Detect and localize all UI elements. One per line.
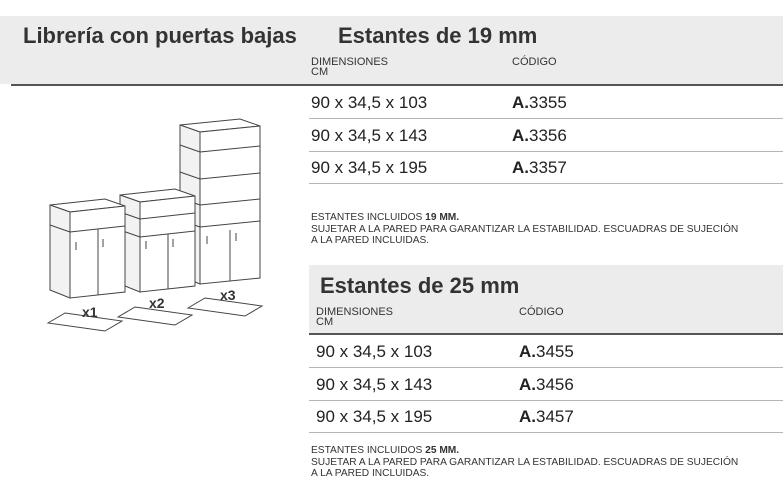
note-prefix: ESTANTES INCLUIDOS (311, 212, 426, 223)
row-divider (309, 151, 783, 152)
note-text: SUJETAR A LA PARED PARA GARANTIZAR LA ESTABILIDAD. ESCUADRAS DE SUJECIÓN A LA PARED INCLUIDAS. (311, 223, 739, 246)
code-prefix: A. (512, 126, 529, 145)
row-code (519, 375, 574, 395)
code-prefix: A. (512, 93, 529, 112)
row-dimensions: 90 x 34,5 x 195 (311, 158, 428, 177)
row-divider (309, 118, 783, 119)
row-code (519, 342, 574, 362)
code-prefix: A. (519, 342, 536, 361)
section-title-25mm: Estantes de 25 mm (320, 273, 520, 298)
row-code (512, 126, 567, 146)
section-note (311, 445, 741, 480)
row-dimensions: 90 x 34,5 x 103 (311, 93, 428, 112)
code-number: 3457 (536, 407, 574, 426)
row-divider (309, 432, 783, 433)
code-number: 3357 (529, 158, 567, 177)
code-number: 3455 (536, 342, 574, 361)
dimensions-header-label: DIMENSIONES (316, 306, 394, 318)
row-divider (309, 367, 783, 368)
note-bold: 19 MM. (425, 212, 460, 223)
divider (11, 84, 783, 86)
section-note (311, 212, 741, 247)
code-header: CÓDIGO (512, 56, 557, 68)
dimensions-header (316, 307, 393, 327)
code-prefix: A. (512, 158, 529, 177)
row-divider (309, 183, 783, 184)
row-divider (309, 400, 783, 401)
note-text: SUJETAR A LA PARED PARA GARANTIZAR LA ESTABILIDAD. ESCUADRAS DE SUJECIÓN A LA PARED INCLUIDAS. (311, 456, 739, 479)
row-dimensions: 90 x 34,5 x 103 (316, 342, 433, 361)
section-title-19mm: Estantes de 19 mm (338, 23, 538, 48)
code-number: 3456 (536, 375, 574, 394)
row-dimensions: 90 x 34,5 x 143 (311, 126, 428, 145)
code-prefix: A. (519, 375, 536, 394)
shelf-count-label: x1 (82, 304, 98, 320)
note-prefix: ESTANTES INCLUIDOS (311, 445, 426, 456)
page-title: Librería con puertas bajas (23, 23, 297, 48)
code-header: CÓDIGO (519, 306, 564, 318)
dimensions-header-unit: CM (316, 316, 334, 328)
code-number: 3356 (529, 126, 567, 145)
row-dimensions: 90 x 34,5 x 143 (316, 375, 433, 394)
divider (309, 333, 783, 335)
dimensions-header-unit: CM (311, 66, 329, 78)
code-number: 3355 (529, 93, 567, 112)
shelf-count-label: x2 (149, 295, 165, 311)
note-bold: 25 MM. (425, 445, 460, 456)
row-code (512, 93, 567, 113)
small-bookcase-side (50, 205, 70, 298)
dimensions-header (311, 57, 388, 77)
bookcase-illustration (40, 110, 265, 340)
code-prefix: A. (519, 407, 536, 426)
row-code (512, 158, 567, 178)
row-code (519, 407, 574, 427)
row-dimensions: 90 x 34,5 x 195 (316, 407, 433, 426)
shelf-count-label: x3 (220, 287, 236, 303)
dimensions-header-label: DIMENSIONES (311, 56, 389, 68)
